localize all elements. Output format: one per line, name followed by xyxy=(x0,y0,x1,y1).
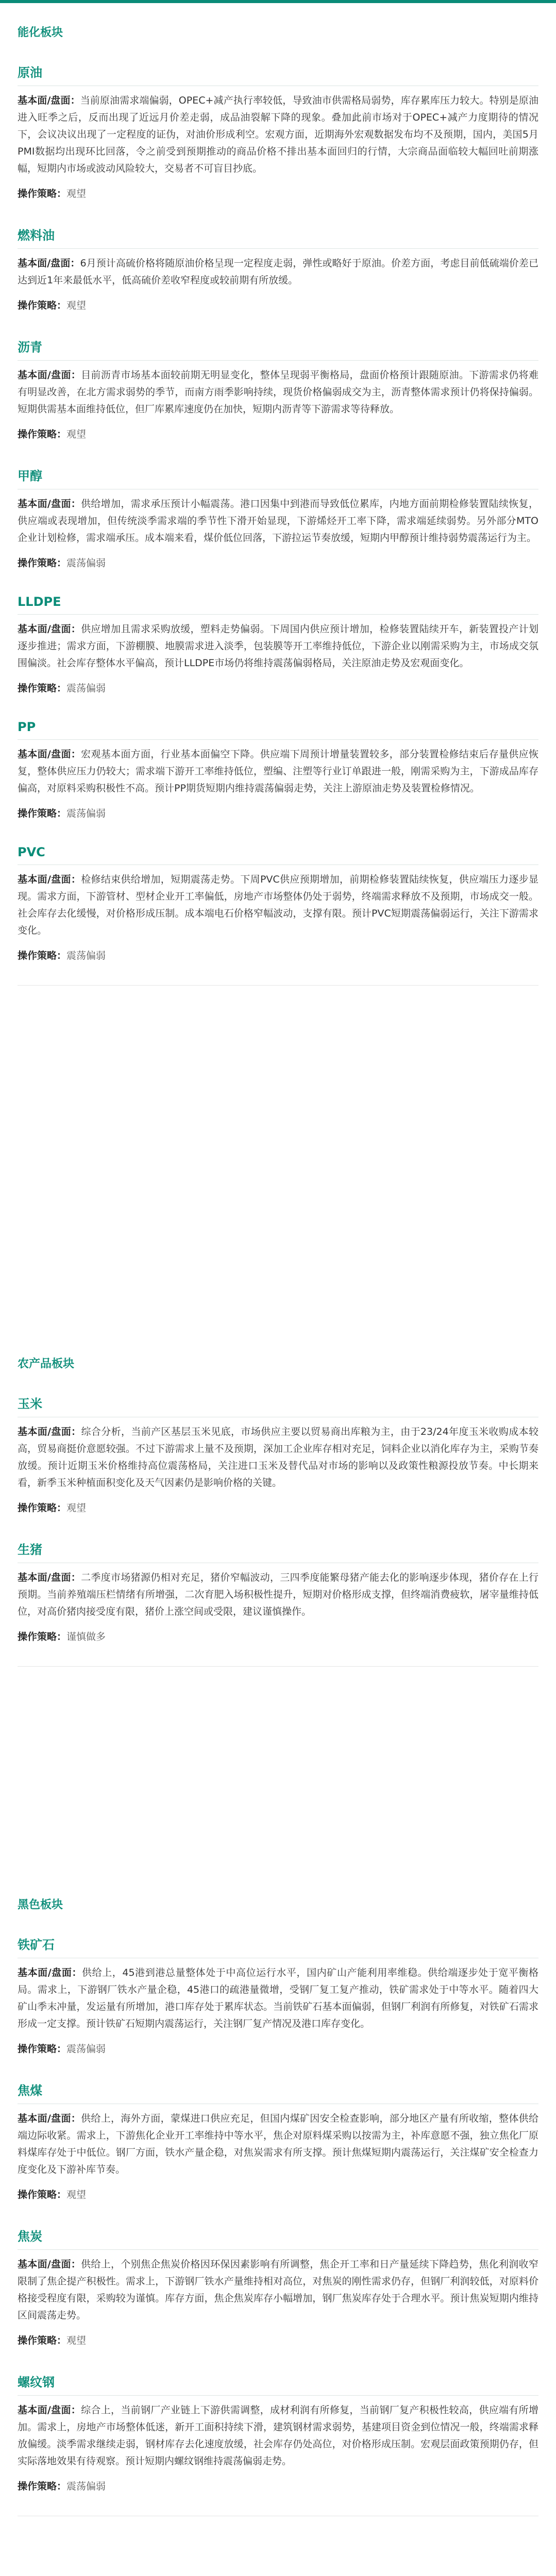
strategy-value: 观望 xyxy=(66,2189,87,2200)
strategy-line xyxy=(18,2478,538,2495)
fundamentals-paragraph xyxy=(18,2402,538,2470)
strategy-label: 操作策略： xyxy=(18,808,67,819)
commodity-block xyxy=(18,62,538,202)
fundamentals-text: 综合上，当前钢厂产业链上下游供需调整，成材利润有所修复，当前钢厂复产积极性较高，供应端有所增加。需求上，房地产市场整体低迷，新开工面积持续下滑，建筑钢材需求弱势，基建项目资金到位情况一般，终端需求释放偏缓。淡季需求继续走弱，钢材库存去化速度放缓，社会库存仍处高位，对价格形成压制。宏观层面政策预期仍存，但实际落地效果有待观察。预计短期内螺纹钢维持震荡偏弱走势。 xyxy=(18,2404,538,2467)
section-title: 黑色板块 xyxy=(18,1899,63,1911)
commodity-block xyxy=(18,2080,538,2204)
fundamentals-text: 供给上，个别焦企焦炭价格因环保因素影响有所调整，焦企开工率和日产量延续下降趋势，焦化利润收窄限制了焦企提产积极性。需求上，下游钢厂铁水产量维持相对高位，对焦炭的刚性需求仍存，但钢厂利润较低，对原料价格接受程度有限，采购较为谨慎。库存方面，焦企焦炭库存小幅增加，钢厂焦炭库存处于合理水平。预计焦炭短期内维持区间震荡走势。 xyxy=(18,2259,538,2321)
fundamentals-text: 供给增加，需求承压预计小幅震荡。港口因集中到港而导致低位累库，内地方面前期检修装置陆续恢复，供应端或表现增加，但传统淡季需求端的季节性下滑开始显现，下游烯烃开工率下降，需求端延续弱势。另外部分MTO企业计划检修，需求端承压。成本端来看，煤价低位回落，下游拉运节奏放缓，短期内甲醇预计维持弱势震荡运行为主。 xyxy=(18,498,538,544)
fundamentals-label: 基本面/盘面： xyxy=(18,1426,81,1437)
fundamentals-paragraph xyxy=(18,2110,538,2178)
strategy-value: 震荡偏弱 xyxy=(66,2043,106,2055)
commodity-name: LLDPE xyxy=(18,595,61,609)
commodity-name: 沥青 xyxy=(18,340,42,354)
commodity-name: 铁矿石 xyxy=(18,1938,55,1952)
strategy-line xyxy=(18,185,538,202)
strategy-line xyxy=(18,1629,538,1646)
fundamentals-text: 综合分析，当前产区基层玉米见底，市场供应主要以贸易商出库粮为主，由于23/24年度玉米收购成本较高，贸易商挺价意愿较强。不过下游需求上量不及预期，深加工企业库存相对充足，饲料企业以消化库存为主，采购节奏放缓。预计近期玉米价格维持高位震荡格局，关注进口玉米及替代品对市场的影响以及政策性粮源投放节奏。中长期来看，新季玉米种植面积变化及天气因素仍是影响价格的关键。 xyxy=(18,1426,538,1488)
fundamentals-label: 基本面/盘面： xyxy=(18,2113,81,2124)
commodity-block xyxy=(18,337,538,443)
strategy-line xyxy=(18,2187,538,2204)
strategy-label: 操作策略： xyxy=(18,683,67,694)
fundamentals-label: 基本面/盘面： xyxy=(18,258,80,269)
commodity-underline xyxy=(18,2249,538,2250)
strategy-label: 操作策略： xyxy=(18,188,67,199)
fundamentals-label: 基本面/盘面： xyxy=(18,2259,81,2270)
fundamentals-paragraph xyxy=(18,1964,538,2032)
commodity-block xyxy=(18,466,538,572)
commodity-block xyxy=(18,595,538,697)
fundamentals-paragraph xyxy=(18,2256,538,2324)
fundamentals-paragraph xyxy=(18,746,538,797)
fundamentals-paragraph xyxy=(18,367,538,418)
top-accent-bar xyxy=(0,0,556,3)
commodity-name: 焦炭 xyxy=(18,2229,42,2244)
fundamentals-paragraph xyxy=(18,496,538,547)
fundamentals-text: 二季度市场猪源仍相对充足，猪价窄幅波动，三四季度能繁母猪产能去化的影响逐步体现，猪价存在上行预期。当前养殖端压栏情绪有所增强，二次育肥入场积极性提升，短期对价格形成支撑，但终端消费疲软，屠宰量维持低位，对高价猪肉接受度有限，猪价上涨空间或受限，建议谨慎操作。 xyxy=(18,1572,538,1617)
commodity-name: 原油 xyxy=(18,65,42,80)
section-divider xyxy=(18,985,538,986)
strategy-value: 震荡偏弱 xyxy=(66,950,106,961)
fundamentals-label: 基本面/盘面： xyxy=(18,498,81,510)
strategy-value: 观望 xyxy=(66,300,87,311)
strategy-label: 操作策略： xyxy=(18,2481,67,2492)
fundamentals-text: 宏观基本面方面，行业基本面偏空下降。供应端下周预计增量装置较多，部分装置检修结束后存量供应恢复，整体供应压力仍较大；需求端下游开工率维持低位，塑编、注塑等行业订单跟进一般，刚需采购为主，下游成品库存偏高，对原料采购积极性不高。预计PP期货短期内维持震荡偏弱走势，关注上游原油走势及装置检修情况。 xyxy=(18,749,538,794)
strategy-value: 观望 xyxy=(66,429,87,440)
fundamentals-label: 基本面/盘面： xyxy=(18,874,81,885)
section-divider xyxy=(18,1666,538,1667)
strategy-label: 操作策略： xyxy=(18,300,67,311)
commodity-block xyxy=(18,1935,538,2058)
commodity-name: 螺纹钢 xyxy=(18,2375,55,2389)
strategy-label: 操作策略： xyxy=(18,2335,67,2346)
strategy-line xyxy=(18,2332,538,2349)
fundamentals-text: 当前原油需求端偏弱，OPEC+减产执行率较低，导致油市供需格局弱势，库存累库压力较大。特别是原油进入旺季之后，反而出现了近远月价差走弱，成品油裂解下降的现象。叠加此前市场对于OPEC+减产力度期待的情况下，会议决议出现了一定程度的证伪，对油价形成利空。宏观方面，近期海外宏观数据发布均不及预期，国内，美国5月PMI数据均出现环比回落，令之前受到预期推动的商品价格不排出基本面回归的行情，大宗商品面临较大幅回吐前期涨幅，短期内市场或波动风险较大，交易者不可盲目抄底。 xyxy=(18,95,538,174)
commodity-underline xyxy=(18,2395,538,2396)
commodity-block xyxy=(18,1539,538,1646)
strategy-label: 操作策略： xyxy=(18,1502,67,1514)
commodity-block xyxy=(18,225,538,314)
commodity-block xyxy=(18,1394,538,1517)
commodity-name: PVC xyxy=(18,845,45,859)
fundamentals-paragraph xyxy=(18,92,538,177)
strategy-line xyxy=(18,947,538,964)
commodity-underline xyxy=(18,614,538,615)
fundamentals-paragraph xyxy=(18,871,538,939)
fundamentals-label: 基本面/盘面： xyxy=(18,2404,81,2416)
commodity-name: 焦煤 xyxy=(18,2083,42,2098)
section-0 xyxy=(18,24,538,986)
commodity-name: 玉米 xyxy=(18,1397,42,1411)
strategy-label: 操作策略： xyxy=(18,1631,67,1642)
strategy-line xyxy=(18,1500,538,1517)
strategy-label: 操作策略： xyxy=(18,429,67,440)
fundamentals-label: 基本面/盘面： xyxy=(18,749,81,760)
strategy-value: 观望 xyxy=(66,188,87,199)
strategy-value: 观望 xyxy=(66,2335,87,2346)
fundamentals-paragraph xyxy=(18,1423,538,1492)
strategy-label: 操作策略： xyxy=(18,557,67,569)
strategy-value: 观望 xyxy=(66,1502,87,1514)
commodity-name: 生猪 xyxy=(18,1543,42,1557)
commodity-name: 甲醇 xyxy=(18,469,42,483)
strategy-line xyxy=(18,555,538,572)
strategy-line xyxy=(18,2041,538,2058)
fundamentals-text: 供给上，45港到港总量整体处于中高位运行水平，国内矿山产能利用率维稳。供给端逐步处于宽平衡格局。需求上，下游钢厂铁水产量企稳，45港口的疏港量微增，受钢厂复工复产推动，铁矿需求处于中等水平。随着四大矿山季末冲量，发运量有所增加，港口库存处于累库状态。当前铁矿石基本面偏弱，但钢厂利润有所修复，对铁矿石需求形成一定支撑。预计铁矿石短期内震荡运行，关注钢厂复产情况及港口库存变化。 xyxy=(18,1967,538,2029)
fundamentals-text: 供应增加且需求采购放缓，塑料走势偏弱。下周国内供应预计增加，检修装置陆续开车，新装置投产计划逐步推进；需求方面，下游棚膜、地膜需求进入淡季，包装膜等开工率维持低位，下游企业以刚需采购为主，市场成交氛围偏淡。社会库存整体水平偏高，预计LLDPE市场仍将维持震荡偏弱格局，关注原油走势及宏观面变化。 xyxy=(18,623,538,669)
strategy-value: 震荡偏弱 xyxy=(66,683,106,694)
strategy-line xyxy=(18,426,538,443)
commodity-underline xyxy=(18,739,538,740)
strategy-label: 操作策略： xyxy=(18,950,67,961)
fundamentals-text: 检修结束供给增加，短期震荡走势。下周PVC供应预期增加，前期检修装置陆续恢复，供应端压力逐步显现。需求方面，下游管材、型材企业开工率偏低，房地产市场整体仍处于弱势，终端需求释放不及预期，市场成交一般。社会库存去化缓慢，对价格形成压制。成本端电石价格窄幅波动，支撑有限。预计PVC短期震荡偏弱运行，关注下游需求变化。 xyxy=(18,874,538,936)
commodity-name: PP xyxy=(18,720,36,734)
fundamentals-paragraph xyxy=(18,1569,538,1620)
commodity-block xyxy=(18,2372,538,2495)
commodity-block xyxy=(18,2226,538,2349)
strategy-label: 操作策略： xyxy=(18,2043,67,2055)
section-title: 农产品板块 xyxy=(18,1358,75,1370)
commodity-block xyxy=(18,720,538,822)
section-title: 能化板块 xyxy=(18,26,63,39)
fundamentals-label: 基本面/盘面： xyxy=(18,1572,81,1583)
strategy-line xyxy=(18,680,538,697)
strategy-line xyxy=(18,297,538,314)
fundamentals-label: 基本面/盘面： xyxy=(18,1967,82,1978)
commodity-name: 燃料油 xyxy=(18,228,55,243)
fundamentals-text: 供给上，海外方面，蒙煤进口供应充足，但国内煤矿因安全检查影响，部分地区产量有所收缩，整体供给端边际收紧。需求上，下游焦化企业开工率维持中等水平，焦企对原料煤采购以按需为主，补库意愿不强，独立焦化厂原料煤库存处于中低位。钢厂方面，铁水产量企稳，对焦炭需求有所支撑。预计焦煤短期内震荡运行，关注煤矿安全检查力度变化及下游补库节奏。 xyxy=(18,2113,538,2175)
fundamentals-label: 基本面/盘面： xyxy=(18,623,81,635)
fundamentals-text: 目前沥青市场基本面较前期无明显变化，整体呈现弱平衡格局，盘面价格预计跟随原油。下游需求仍将难有明显改善，在北方需求弱势的季节，而南方雨季影响持续，现货价格偏弱成交为主，沥青整体需求预计仍将保持偏弱。短期供需基本面维持低位，但厂库累库速度仍在加快，短期内沥青等下游需求等待释放。 xyxy=(18,369,538,415)
fundamentals-paragraph xyxy=(18,255,538,289)
strategy-value: 谨慎做多 xyxy=(66,1631,106,1642)
strategy-line xyxy=(18,805,538,822)
strategy-value: 震荡偏弱 xyxy=(66,557,106,569)
section-2 xyxy=(18,1896,538,2516)
fundamentals-paragraph xyxy=(18,621,538,672)
fundamentals-label: 基本面/盘面： xyxy=(18,369,81,381)
strategy-label: 操作策略： xyxy=(18,2189,67,2200)
fundamentals-label: 基本面/盘面： xyxy=(18,95,80,106)
section-1 xyxy=(18,1355,538,1667)
strategy-value: 震荡偏弱 xyxy=(66,2481,106,2492)
commodity-underline xyxy=(18,360,538,361)
commodity-underline xyxy=(18,248,538,249)
strategy-value: 震荡偏弱 xyxy=(66,808,106,819)
fundamentals-text: 6月预计高硫价格将随原油价格呈现一定程度走弱，弹性或略好于原油。价差方面，考虑目前低硫端价差已达到近1年来最低水平，低高硫价差收窄程度或较前期有所放缓。 xyxy=(18,258,538,286)
commodity-block xyxy=(18,845,538,964)
